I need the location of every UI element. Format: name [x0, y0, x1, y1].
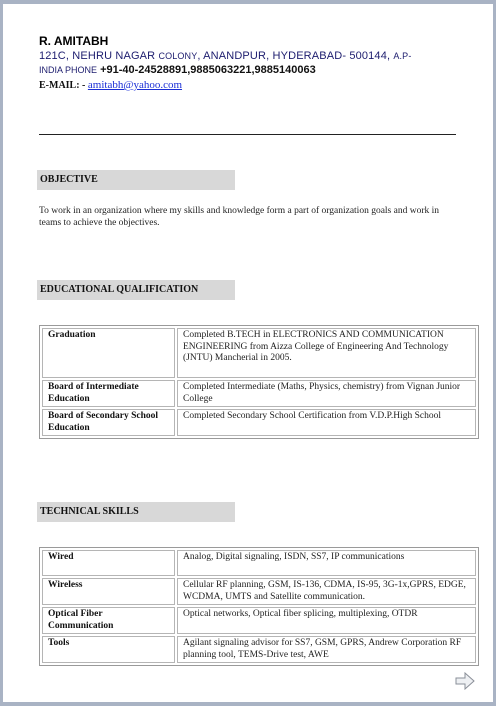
education-key: Board of Secondary School Education	[42, 409, 175, 436]
skill-key: Wired	[42, 550, 175, 576]
education-key: Board of Intermediate Education	[42, 380, 175, 407]
skill-value: Optical networks, Optical fiber splicing, multiplexing, OTDR	[177, 607, 476, 634]
email-link[interactable]: amitabh@yahoo.com	[87, 79, 183, 91]
address-colony: COLONY	[158, 51, 198, 61]
email-line	[39, 77, 464, 94]
next-page-arrow-icon[interactable]	[455, 672, 475, 690]
education-value: Completed B.TECH in ELECTRONICS AND COMMUNICATION ENGINEERING from Aizza College of Engineering And Technology (JNTU) Mancherial in 2005.	[177, 328, 476, 378]
education-value: Completed Secondary School Certification from V.D.P.High School	[177, 409, 476, 436]
table-row	[42, 578, 476, 605]
phone-label: PHONE	[65, 65, 98, 75]
address-line	[39, 49, 464, 63]
address-rest: , ANANDPUR, HYDERABAD- 500144,	[197, 50, 394, 62]
resume-header	[39, 34, 464, 94]
education-table	[39, 325, 479, 439]
skill-key: Optical Fiber Communication	[42, 607, 175, 634]
skill-value: Agilant signaling advisor for SS7, GSM, GPRS, Andrew Corporation RF planning tool, TEMS-Drive test, AWE	[177, 636, 476, 663]
education-heading: EDUCATIONAL QUALIFICATION	[37, 280, 235, 300]
phone-line	[39, 63, 464, 77]
phone-numbers: +91-40-24528891,9885063221,9885140063	[97, 64, 316, 76]
skills-table	[39, 547, 479, 666]
address-state: A.P-	[393, 51, 412, 61]
candidate-name: R. AMITABH	[39, 34, 109, 48]
skills-heading: TECHNICAL SKILLS	[37, 502, 235, 522]
header-divider	[39, 134, 456, 135]
objective-heading: OBJECTIVE	[37, 170, 235, 190]
window-frame-bottom	[0, 702, 496, 706]
objective-text: To work in an organization where my skills and knowledge form a part of organization goals and work in teams to achieve the objectives.	[39, 206, 439, 228]
table-row	[42, 380, 476, 407]
table-row	[42, 409, 476, 436]
table-row	[42, 550, 476, 576]
skill-key: Wireless	[42, 578, 175, 605]
window-frame-left	[0, 0, 3, 706]
skill-value: Cellular RF planning, GSM, IS-136, CDMA, IS-95, 3G-1x,GPRS, EDGE, WCDMA, UMTS and Satellite communication.	[177, 578, 476, 605]
table-row	[42, 328, 476, 378]
education-value: Completed Intermediate (Maths, Physics, chemistry) from Vignan Junior College	[177, 380, 476, 407]
window-frame-top	[0, 0, 496, 4]
address-main: 121C, NEHRU NAGAR	[39, 50, 159, 62]
address-country: INDIA	[39, 65, 66, 75]
education-key: Graduation	[42, 328, 175, 378]
skill-value: Analog, Digital signaling, ISDN, SS7, IP communications	[177, 550, 476, 576]
skill-key: Tools	[42, 636, 175, 663]
table-row	[42, 636, 476, 663]
email-label: E-MAIL: -	[39, 80, 88, 91]
table-row	[42, 607, 476, 634]
